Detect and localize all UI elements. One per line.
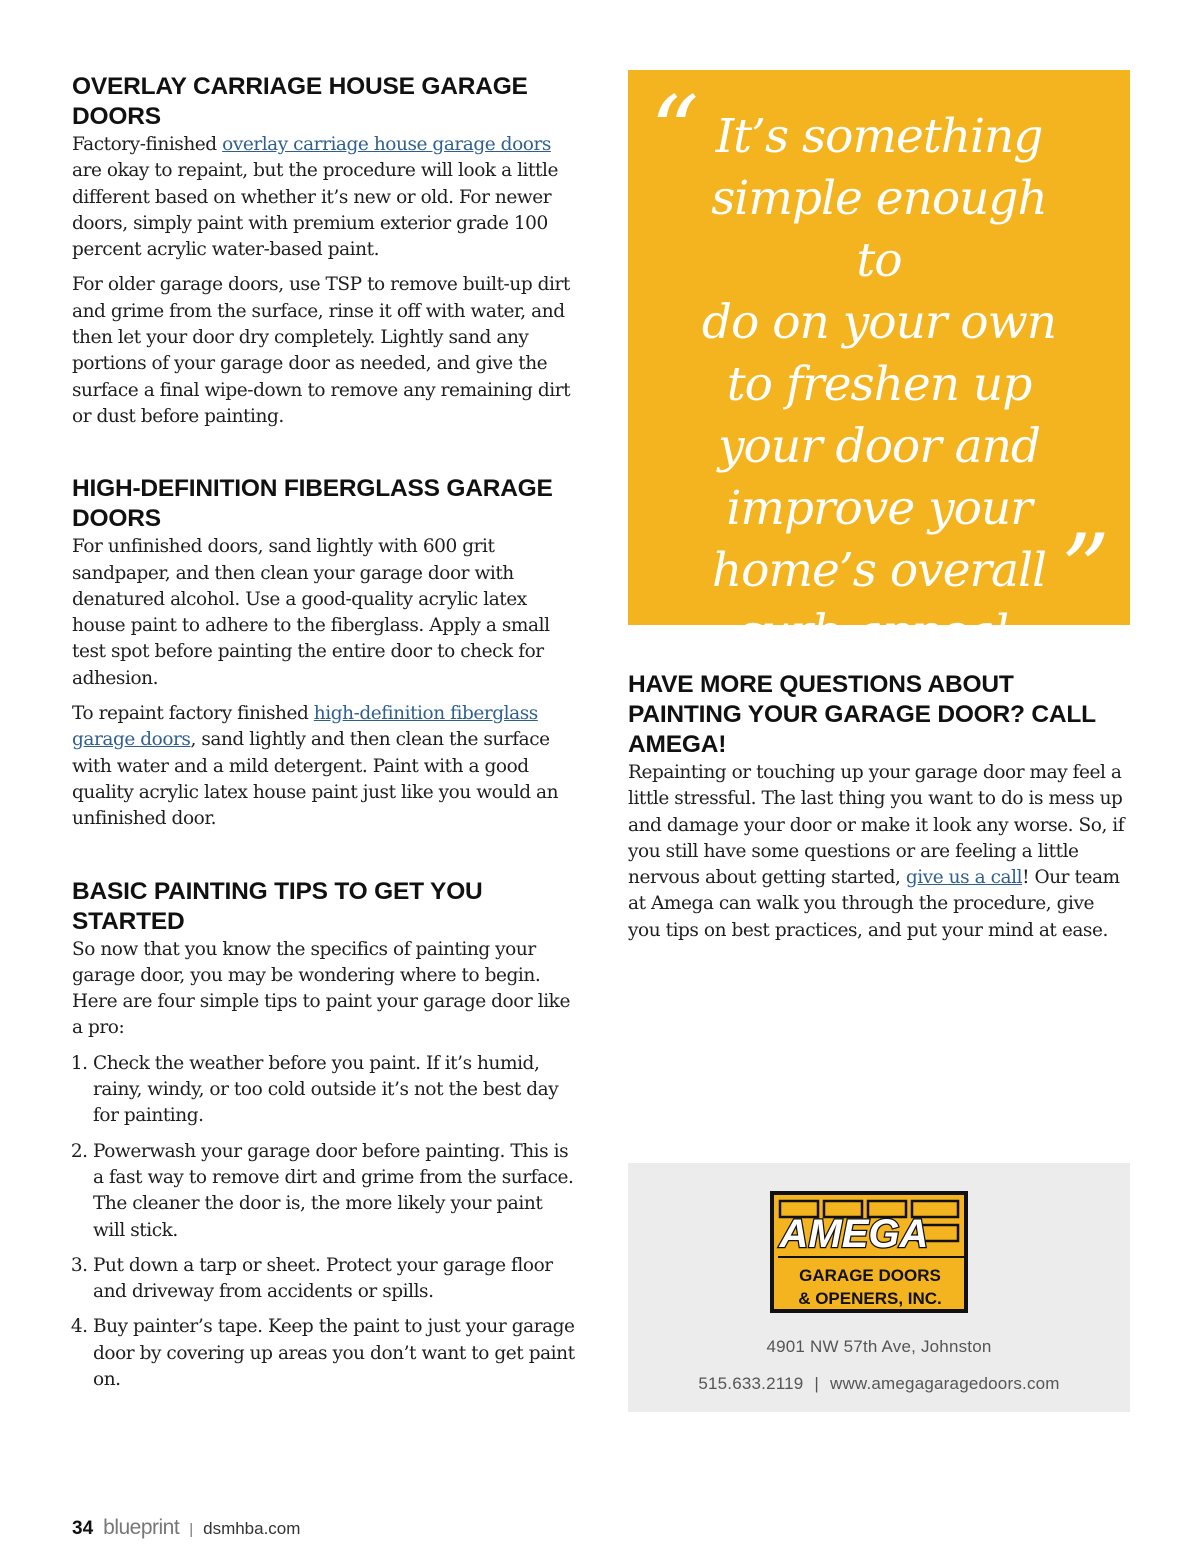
footer-site: dsmhba.com xyxy=(203,1519,301,1538)
phone-website xyxy=(628,1374,1130,1394)
amega-logo xyxy=(768,1191,968,1315)
section-overlay-carriage xyxy=(72,72,577,430)
list-item: 1. Check the weather before you paint. If it’s humid, rainy, windy, or too cold outside it’s not the best day for painting. xyxy=(93,1051,577,1130)
list-item: 2. Powerwash your garage door before painting. This is a fast way to remove dirt and grime from the surface. The cleaner the door is, the more likely your paint will stick. xyxy=(93,1139,577,1244)
paragraph: So now that you know the specifics of painting your garage door, you may be wondering where to begin. Here are four simple tips to paint your garage door like a pro: xyxy=(72,938,570,1039)
close-quote-mark: ” xyxy=(1060,514,1110,626)
separator: | xyxy=(189,1521,194,1538)
address: 4901 NW 57th Ave, Johnston xyxy=(766,1337,992,1356)
logo-line-1: GARAGE DOORS xyxy=(799,1266,941,1285)
fiberglass-doors-link[interactable]: high-definition fiberglass garage doors xyxy=(72,703,538,751)
website[interactable]: www.amegagaragedoors.com xyxy=(829,1374,1060,1393)
phone: 515.633.2119 xyxy=(698,1374,804,1393)
list-item: 3. Put down a tarp or sheet. Protect your garage floor and driveway from accidents or spills. xyxy=(93,1253,577,1306)
section-heading: OVERLAY CARRIAGE HOUSE GARAGE DOORS xyxy=(72,73,528,130)
section-heading: BASIC PAINTING TIPS TO GET YOU STARTED xyxy=(72,877,483,935)
left-column xyxy=(72,72,577,1437)
pull-quote xyxy=(628,70,1130,660)
section-heading: HIGH-DEFINITION FIBERGLASS GARAGE DOORS xyxy=(72,475,553,533)
paragraph: For older garage doors, use TSP to remove built-up dirt and grime from the surface, rinse it off with water, and then let your door dry completely. Lightly sand any portions of your garage door as needed, and give the surface a final wipe-down to remove any remaining dirt or dust before painting. xyxy=(72,274,571,427)
page-number: 34 xyxy=(72,1518,94,1539)
separator: | xyxy=(814,1374,820,1393)
section-fiberglass xyxy=(72,474,577,832)
paragraph: Repainting or touching up your garage door may feel a little stressful. The last thing you want to do is mess up and damage your door or make it look any worse. So, if you still have some questions or are feeling a little nervous about getting started, give us a call! Our team at Amega can walk you through the procedure, give you tips on best practices, and put your mind at ease. xyxy=(628,762,1125,941)
overlay-carriage-link[interactable]: overlay carriage house garage doors xyxy=(222,134,551,155)
section-painting-tips xyxy=(72,877,577,1394)
paragraph: To repaint factory finished high-definition fiberglass garage doors, sand lightly and then clean the surface with water and a mild detergent. Paint with a good quality acrylic latex house paint just like you would an unfinished door. xyxy=(72,703,559,830)
tips-list xyxy=(72,1051,577,1394)
right-column xyxy=(628,70,1130,953)
blueprint-logo: blueprint xyxy=(103,1516,180,1539)
give-us-a-call-link[interactable]: give us a call xyxy=(905,867,1023,889)
open-quote-mark: “ xyxy=(650,76,700,188)
section-heading: HAVE MORE QUESTIONS ABOUT PAINTING YOUR GARAGE DOOR? CALL AMEGA! xyxy=(628,671,1096,758)
list-item: 4. Buy painter’s tape. Keep the paint to just your garage door by covering up areas you don’t want to get paint on. xyxy=(93,1314,577,1393)
quote-text: It’s something simple enough to do on your own to freshen up your door and improve your home’s overall curb appeal. xyxy=(701,109,1057,660)
paragraph: Factory-finished overlay carriage house garage doors are okay to repaint, but the procedure will look a little different based on whether it’s new or old. For newer doors, simply paint with premium exterior grade 100 percent acrylic water-based paint. xyxy=(72,134,558,261)
contact-card xyxy=(628,1163,1130,1412)
paragraph: For unfinished doors, sand lightly with 600 grit sandpaper, and then clean your garage door with denatured alcohol. Use a good-quality acrylic latex house paint to adhere to the fiberglass. Apply a small test spot before painting the entire door to check for adhesion. xyxy=(72,536,550,689)
section-questions xyxy=(628,670,1130,944)
page-footer xyxy=(72,1516,300,1540)
logo-line-2: & OPENERS, INC. xyxy=(798,1289,942,1308)
logo-wordmark: AMEGA xyxy=(779,1212,929,1256)
